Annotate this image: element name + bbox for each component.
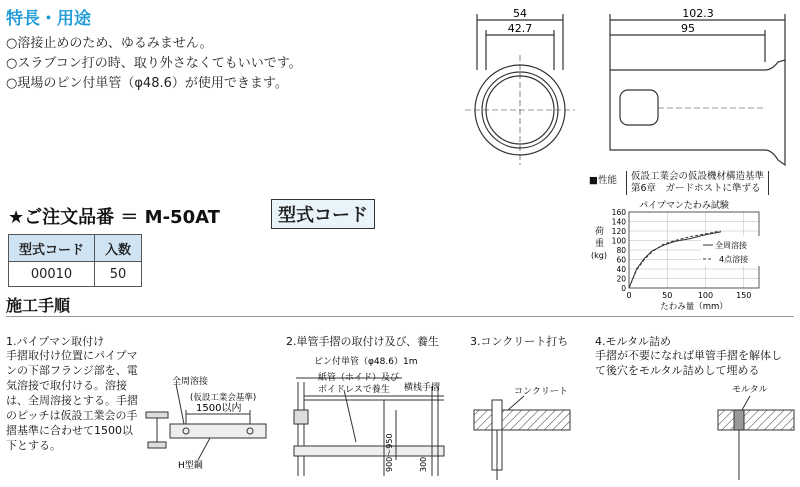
y-label-unit: (kg) — [591, 251, 607, 260]
note-line-2: 第6章 ガードホストに準ずる — [631, 183, 761, 194]
label-concrete: コンクリート — [514, 387, 568, 397]
side-view — [610, 14, 785, 165]
dim-outer: 54 — [513, 7, 527, 20]
product-drawings — [440, 0, 800, 190]
y-label-1: 荷 — [595, 227, 605, 237]
label-rail: 横桟手摺 — [404, 383, 441, 393]
dim-inner: 42.7 — [507, 22, 533, 35]
code-tag: 型式コード — [271, 199, 375, 229]
procedure-heading: 施工手順 — [6, 296, 71, 315]
features-title: 特長・用途 — [6, 9, 91, 29]
label-mortar: モルタル — [732, 385, 768, 395]
step-1-text: 手摺取付け位置にパイプマンの下部フランジ部を、電気溶接で取付ける。溶接は、全周溶接とする。手摺のピッチは仮設工業会の手摺基準に合わせて1500以下とする。 — [6, 349, 138, 452]
y-tick-label: 120 — [611, 227, 626, 236]
cell-qty: 50 — [95, 262, 142, 287]
label-pitch: 1500以内 — [196, 403, 242, 414]
x-tick-label: 50 — [662, 291, 673, 300]
step-2-diagram — [284, 350, 464, 485]
y-tick-label: 0 — [621, 284, 626, 293]
step-2-title: 2.単管手摺の取付け及び、養生 — [286, 335, 440, 348]
label-paper-2: ボイドレスで養生 — [318, 385, 390, 395]
label-h1: 900〜950 — [385, 433, 394, 472]
step-1-title: 1.パイプマン取付け — [6, 335, 105, 348]
label-pipe: ピン付単管（φ48.6）1m — [314, 357, 418, 367]
label-weld: 全周溶接 — [172, 377, 209, 387]
feature-2: ○スラブコン打の時、取り外さなくてもいいです。 — [6, 56, 302, 71]
x-label: たわみ量（mm） — [660, 302, 728, 310]
step-1-diagram — [138, 372, 278, 482]
y-label-2: 重 — [595, 239, 605, 249]
performance-heading: ■性能 — [589, 175, 617, 186]
col-header-qty: 入数 — [95, 235, 142, 262]
step-3-title: 3.コンクリート打ち — [470, 335, 569, 348]
divider — [6, 316, 794, 317]
legend-label-1: 全周溶接 — [715, 241, 747, 250]
chart-title: パイプマンたわみ試験 — [639, 201, 729, 211]
x-tick-label: 0 — [626, 291, 632, 300]
label-std: (仮設工業会基準) — [190, 393, 257, 403]
y-tick-label: 60 — [616, 255, 626, 265]
y-tick-label: 20 — [616, 274, 626, 284]
y-tick-label: 40 — [616, 265, 626, 274]
feature-1: ○溶接止めのため、ゆるみません。 — [6, 36, 213, 51]
code-table — [8, 234, 142, 287]
col-header-code: 型式コード — [9, 235, 95, 262]
label-paper-1: 紙管（ホイド）及び — [318, 373, 400, 383]
cell-code: 00010 — [9, 262, 95, 287]
front-view — [465, 14, 575, 165]
y-tick-label: 160 — [611, 208, 626, 217]
label-h2: 300 — [419, 456, 428, 472]
performance-note — [626, 171, 769, 195]
dim-length-total: 102.3 — [682, 7, 714, 20]
order-number: ★ご注文品番 ＝ M-50AT — [8, 207, 220, 228]
dim-length-body: 95 — [681, 22, 695, 35]
note-line-1: 仮設工業会の仮設機材構造基準 — [631, 171, 765, 182]
step-4-title: 4.モルタル詰め — [595, 335, 672, 348]
step-4-diagram — [712, 380, 800, 485]
deflection-chart — [585, 198, 795, 310]
x-tick-label: 150 — [736, 291, 752, 300]
y-tick-label: 100 — [611, 236, 626, 246]
feature-3: ○現場のピン付単管（φ48.6）が使用できます。 — [6, 76, 288, 91]
step-4-text: 手摺が不要になれば単管手摺を解体して後穴をモルタル詰めして埋める — [595, 349, 782, 377]
x-tick-label: 100 — [697, 291, 714, 300]
table-row — [9, 262, 142, 287]
y-tick-label: 140 — [611, 217, 626, 227]
step-3-diagram — [468, 370, 578, 485]
label-beam: H型鋼 — [178, 461, 203, 471]
y-tick-label: 80 — [616, 246, 626, 255]
legend-label-2: 4点溶接 — [719, 255, 749, 264]
